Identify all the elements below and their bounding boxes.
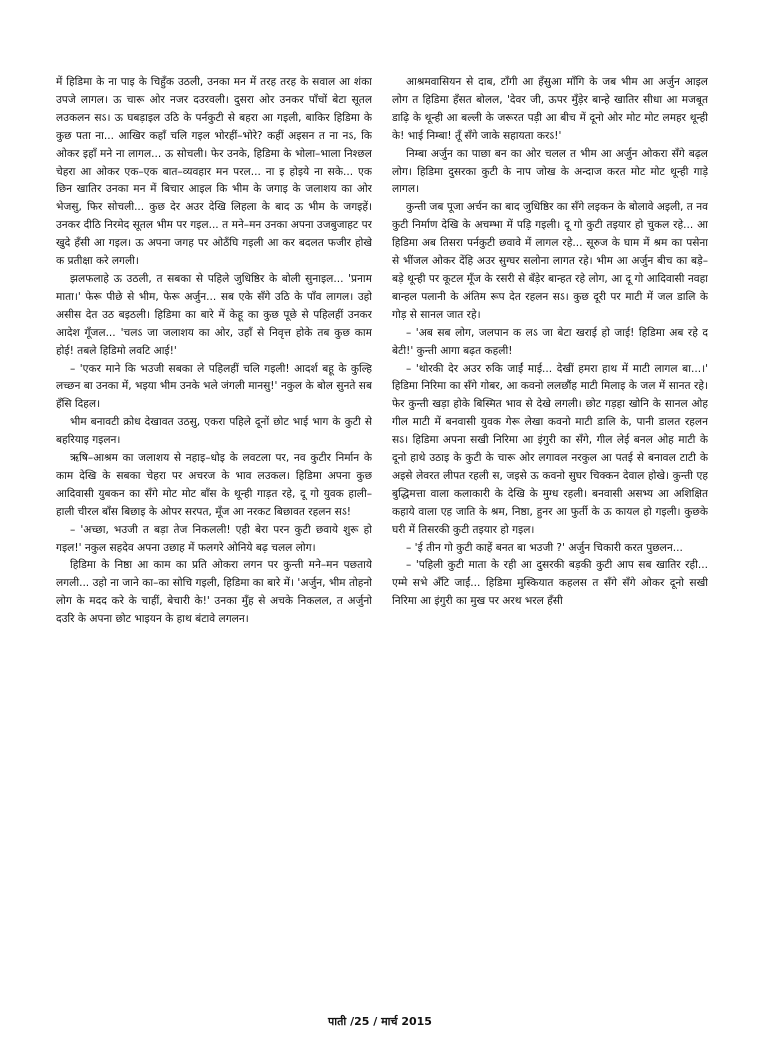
paragraph: – 'एकर माने कि भउजी सबका ले पहिलहीं चलि गइली! आदर्श बहू के कुल्हि लच्छन बा उनका में, भइया भीम उनके भले जंगली मानसु!' नकुल के बोल सुनते सब हँसि दिहल। [56,362,372,411]
right-column [392,74,708,1006]
paragraph: निम्बा अर्जुन का पाछा बन का ओर चलल त भीम आ अर्जुन ओकरा सँगे बढ़ल लोग। हिडिमा दुसरका कुटी के नाप जोख के अन्दाज करत मोट मोट थून्ही गाड़े लागल। [392,147,708,196]
paragraph: में हिडिमा के ना पाइ के चिहुँक उठली, उनका मन में तरह तरह के सवाल आ शंका उपजे लागल। ऊ चारू ओर नजर दउरवली। दुसरा ओर उनकर पाँचों बेटा सूतल लउकलन सऽ। ऊ घबड़ाइल उठि के पर्नकुटी से बहरा आ गइली, बाकिर हिडिमा के कुछ पता ना... आखिर कहाँ चलि गइल भोरहीं–भोरे? कहीं अइसन त ना नऽ, कि ओकर इहाँ मने ना लागल... ऊ सोचली। फेर उनके, हिडिमा के भोला–भाला निश्छल चेहरा आ ओकर एक–एक बात–व्यवहार मन परल... ना इ होइये ना सके... एक छिन खातिर उनका मन में बिचार आइल कि भीम के जगाइ के जलाशय का ओर भेजसु, फिर सोचली... कुछ देर अउर देखि लिहला के बाद ऊ भीम के जगइहें। उनकर दीठि निरमेद सूतल भीम पर गइल... त मने–मन उनका अपना उजबुजाहट पर खुदे हँसी आ गइल। ऊ अपना जगह पर ओठँघि गइली आ कर बदलत फजीर होखे क प्रतीक्षा करे लगली। [56,76,372,268]
paragraph: झलफलाहे ऊ उठली, त सबका से पहिले जुधिष्ठिर के बोली सुनाइल... 'प्रनाम माता।' फेरू पीछे से भीम, फेरू अर्जुन... सब एके सँगे उठि के पाँव लागल। उहो असीस देत उठ बइठली। हिडिमा का बारे में केहू का कुछ पूछे से पहिलहीं उनकर आदेश गूँजल... 'चलऽ जा जलाशय का ओर, उहाँ से निवृत्त होके तब कुछ काम होई! तबले हिडिमो लवटि आई!' [56,272,372,357]
left-column [56,74,372,1006]
paragraph: कुन्ती जब पूजा अर्चन का बाद जुधिष्ठिर का सँगे लइकन के बोलावे अइली, त नव कुटी निर्माण देखि के अचम्भा में पड़ि गइली। दू गो कुटी तइयार हो चुकल रहे... आ हिडिमा अब तिसरा पर्नकुटी छवावे में लागल रहे... सूरुज के घाम में श्रम का पसेना से भींजल ओकर देंहि अउर सुग्घर सलोना लागत रहे। भीम आ अर्जुन बीच का बड़े–बड़े थून्ही पर कूटल मूँज के रसरी से बँड़ेर बान्हत रहे लोग, आ दू गो आदिवासी नवहा बान्हल पलानी के अंतिम रूप देत रहलन सऽ। कुछ दूरी पर माटी में जल डालि के गोड़ से सानल जात रहे। [392,201,708,321]
paragraph: – 'ई तीन गो कुटी काहें बनत बा भउजी ?' अर्जुन चिकारी करत पुछलन... [406,541,683,554]
paragraph: – 'अब सब लोग, जलपान क लऽ जा बेटा खराई हो जाई! हिडिमा अब रहे द बेटी!' कुन्ती आगा बढ़त कहली! [392,326,708,357]
paragraph: भीम बनावटी क्रोध देखावत उठसु, एकरा पहिले दूनों छोट भाई भाग के कुटी से बहरियाइ गइलन। [56,416,372,447]
paragraph: – 'थोरकी देर अउर रुकि जाईं माई... देखीं हमरा हाथ में माटी लागल बा...।' हिडिमा निरिमा का सँगे गोबर, आ कवनो ललछौंह माटी मिलाइ के जल में सानत रहे। फेर कुन्ती खड़ा होके बिस्मित भाव से देखे लगली। छोट गड़हा खोनि के सानल ओह गील माटी में बनवासी युवक गेरू लेखा कवनो माटी डालि के, पानी डालत रहलन सऽ। हिडिमा अपना सखी निरिमा आ इंगुरी का सँगे, गील लेई बनल ओह माटी के दूनो हाथे उठाइ के कुटी के चारू ओर लगावल नरकुल आ पतई से बनावल टाटी के अइसे लेवरत लीपत रहली स, जइसे ऊ कवनो सुघर चिक्कन देवाल होखे। कुन्ती एह बुद्धिमत्ता वाला कलाकारी के देखि के मुग्ध रहली। बनवासी असभ्य आ अशिक्षित कहाये वाला एह जाति के श्रम, निष्ठा, हुनर आ फुर्ती के ऊ कायल हो गइली। कुछके घरी में तिसरकी कुटी तइयार हो गइल। [392,362,708,536]
paragraph: आश्रमवासियन से दाब, टाँगी आ हँसुआ माँगि के जब भीम आ अर्जुन आइल लोग त हिडिमा हँसत बोलल, 'देवर जी, ऊपर मुँड़ेर बान्हे खातिर सीधा आ मजबूत डाढ़ि के थून्ही आ बल्ली के जरूरत पड़ी आ बीच में दूनो ओर मोट मोट लमहर थून्ही के! भाई निम्बा! तूँ सँगे जाके सहायता करऽ!' [392,76,708,142]
paragraph: – 'अच्छा, भउजी त बड़ा तेज निकलली! एही बेरा परन कुटी छवाये शुरू हो गइल!' नकुल सहदेव अपना उछाह में फलगरे ओनिये बढ़ चलल लोग। [56,523,372,554]
paragraph: हिडिमा के निष्ठा आ काम का प्रति ओकरा लगन पर कुन्ती मने–मन पछताये लगली... उहो ना जाने का–का सोचि गइली, हिडिमा का बारे में। 'अर्जुन, भीम तोहनो लोग के मदद करे के चाहीं, बेचारी के!' उनका मुँह से अचके निकलल, त अर्जुनो दउरि के अपना छोट भाइयन के हाथ बंटावे लगलन। [56,559,372,626]
article-page [56,74,708,1006]
paragraph: ऋषि–आश्रम का जलाशय से नहाइ–धोइ के लवटला पर, नव कुटीर निर्मान के काम देखि के सबका चेहरा पर अचरज के भाव लउकल। हिडिमा अपना कुछ आदिवासी युबकन का सँगे मोट मोट बाँस के थून्ही गाड़त रहे, दू गो युवक हाली–हाली चीरल बाँस बिछाइ के ओपर सरपत, मूँज आ नरकट बिछावत रहलन सऽ! [56,452,372,518]
page-footer: पाती /25 / मार्च 2015 [328,1015,432,1028]
paragraph: – 'पहिली कुटी माता के रही आ दुसरकी बड़की कुटी आप सब खातिर रही... एम्मे सभे अँटि जाईं... हिडिमा मुस्कियात कहलस त सँगे सँगे ओकर दूनो सखी निरिमा आ इंगुरी का मुख पर अरथ भरल हँसी [392,559,708,608]
